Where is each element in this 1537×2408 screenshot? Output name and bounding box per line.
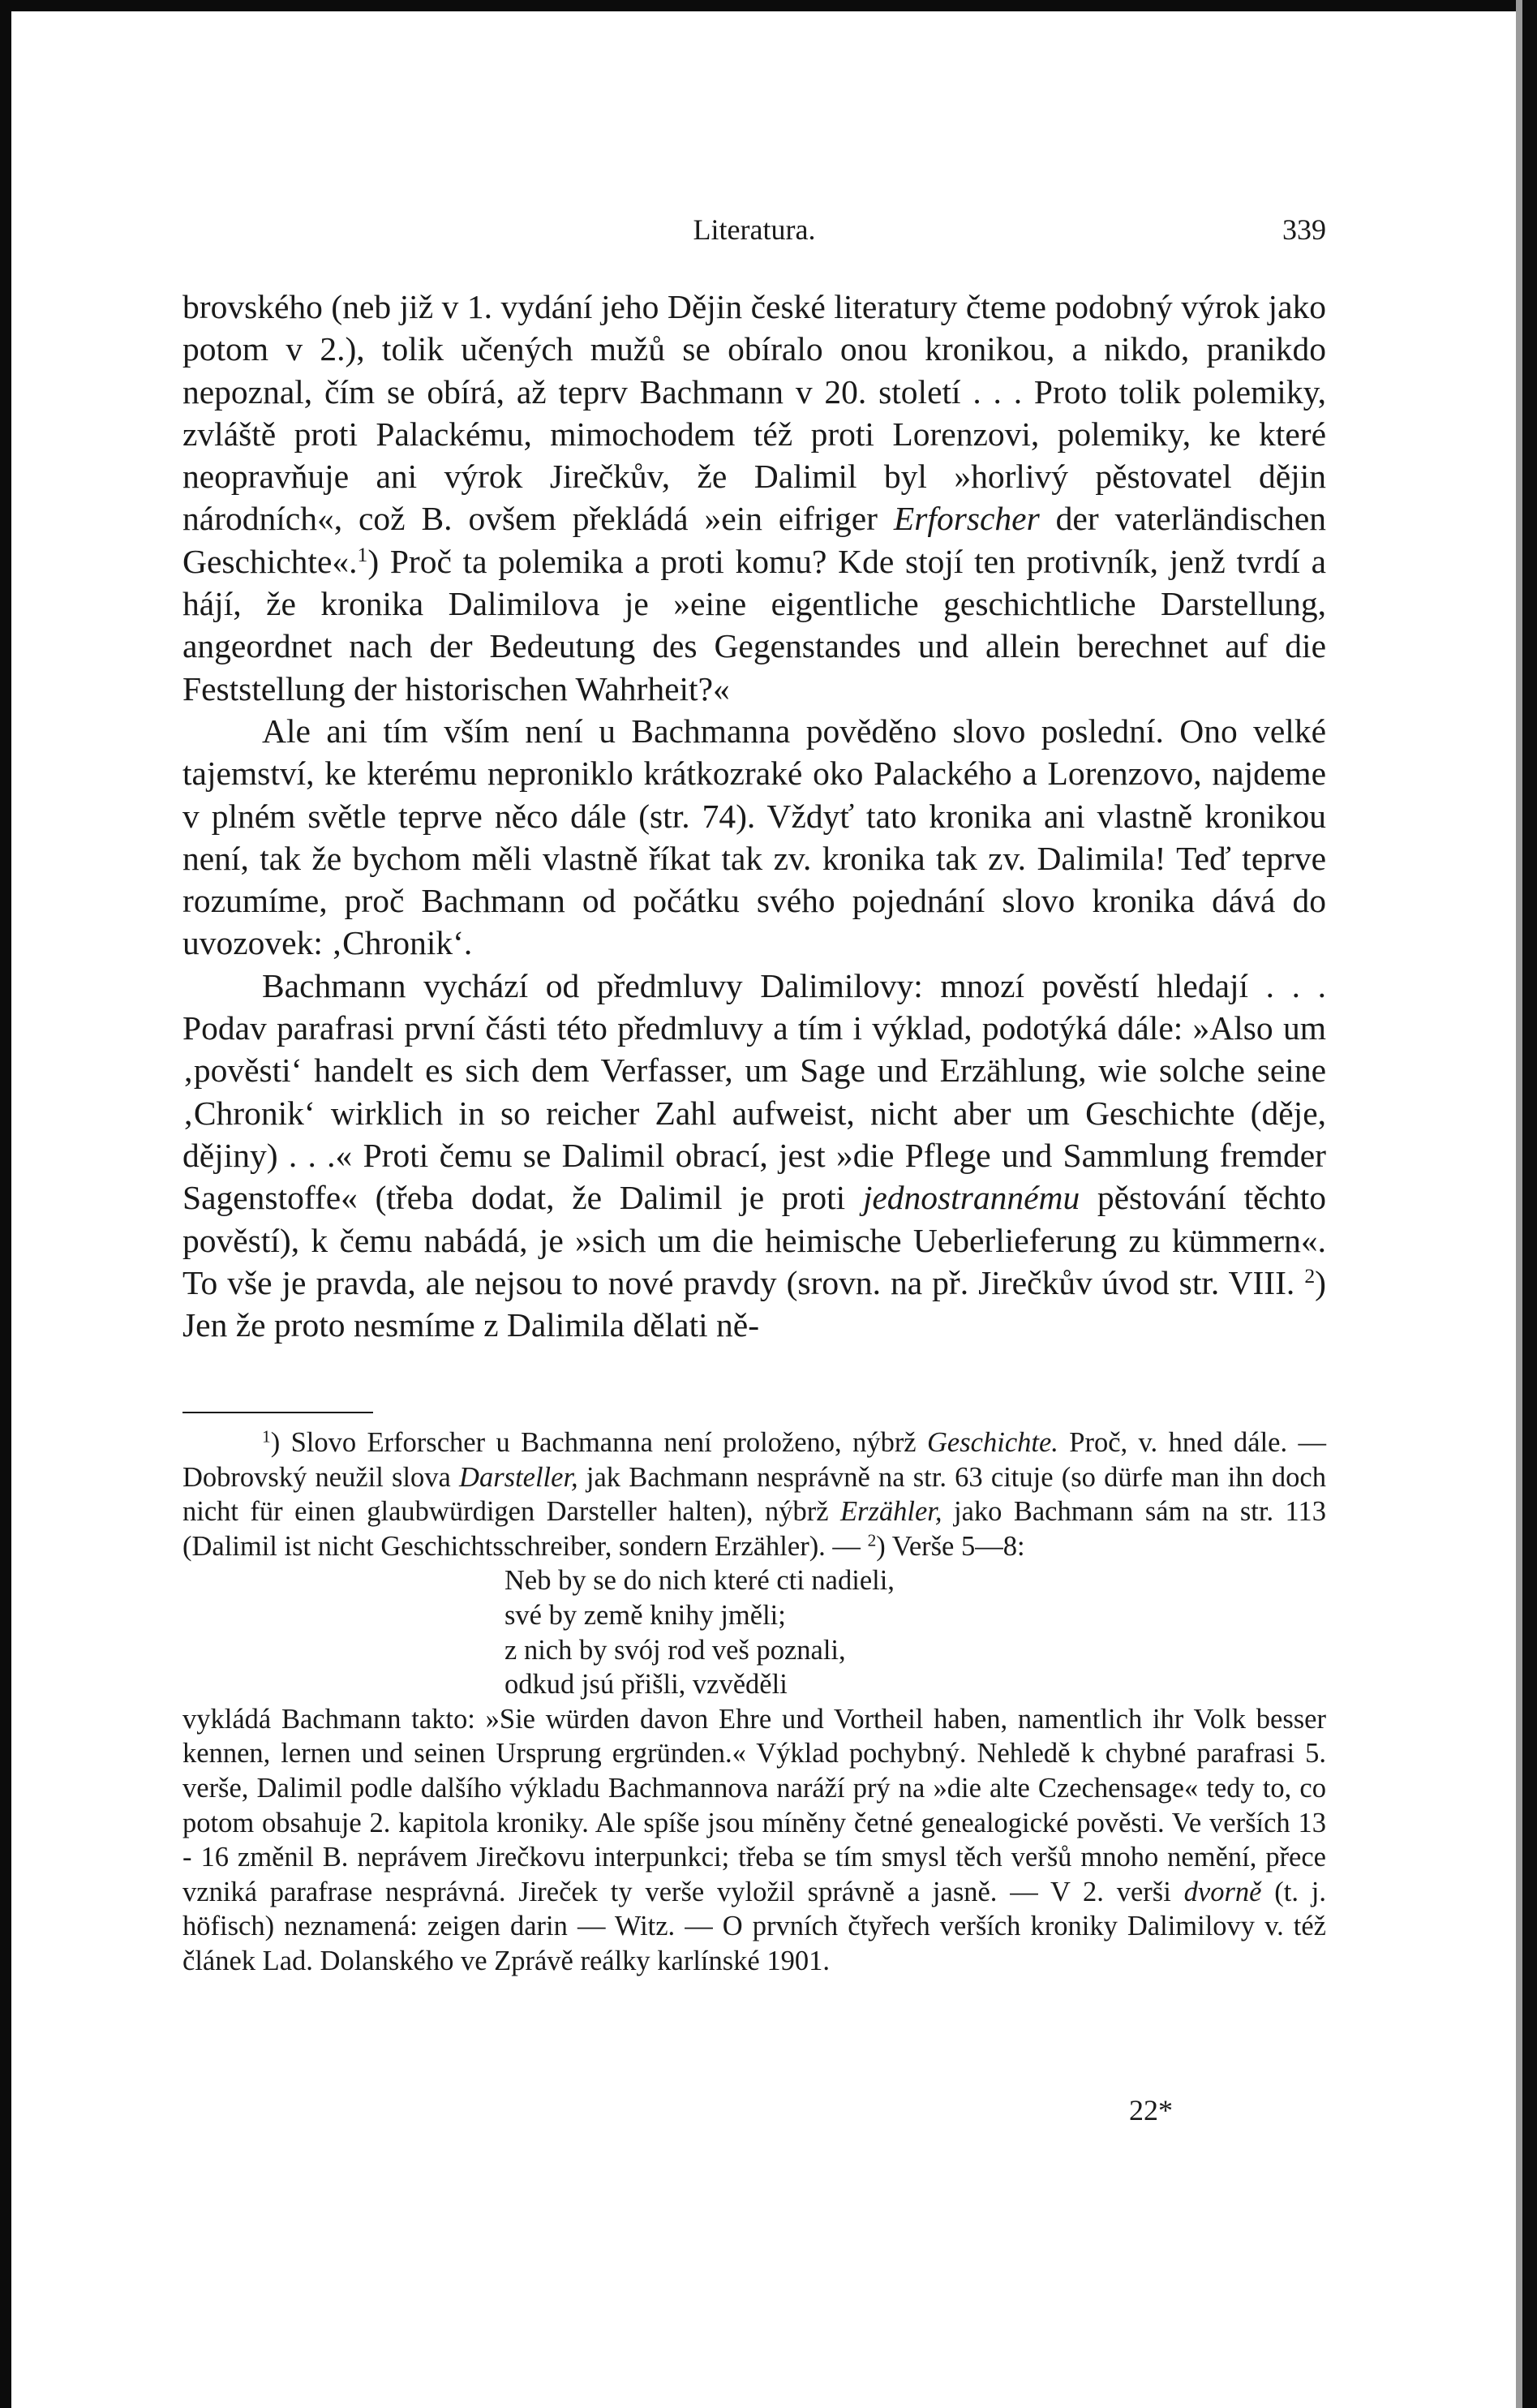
p3-text-c: ) Jen že proto nesmíme z Dalimila dělati ně- <box>182 1263 1326 1344</box>
scan-border-right-shadow <box>1516 0 1522 2408</box>
fn1-italic-1: Geschichte. <box>927 1427 1058 1458</box>
fn1-italic-2: Darsteller, <box>459 1461 578 1493</box>
signature-mark: 22* <box>1129 2094 1173 2126</box>
fn2-text-b: (t. j. höfisch) neznamená: zeigen darin — Witz. — O prvních čtyřech verších kroniky Dalimilovy v. též článek Lad. Dolanského ve Zprávě reálky karlínské 1901. <box>182 1876 1326 1976</box>
p1-text-b: der vaterländischen Geschichte«. <box>182 500 1326 580</box>
footnote-mark-1: 1 <box>262 1426 271 1447</box>
p3-italic: jednostrannému <box>862 1179 1080 1217</box>
main-text <box>182 286 1326 1346</box>
fn1-text-b: Proč, v. hned dále. — Dobrovský neužil slova <box>182 1427 1326 1493</box>
fn2-italic: dvorně <box>1183 1876 1262 1907</box>
verse-quote <box>504 1563 1326 1701</box>
scan-border-top <box>0 0 1537 11</box>
paragraph-1 <box>182 286 1326 710</box>
verse-line: své by země knihy jměli; <box>504 1599 786 1631</box>
verse-line: odkud jsú přišli, vzvěděli <box>504 1669 788 1701</box>
p1-italic: Erforscher <box>893 500 1040 538</box>
footnote-mark-2: 2 <box>867 1530 877 1550</box>
footnotes <box>182 1425 1326 1979</box>
scan-border-left <box>0 0 11 2408</box>
fn1-text-a: ) Slovo Erforscher u Bachmanna není proloženo, nýbrž <box>270 1427 928 1458</box>
running-head <box>182 213 1326 248</box>
p1-text-a: brovského (neb již v 1. vydání jeho Dějin české literatury čteme podobný výrok jako potom v 2.), tolik učených mužů se obíralo onou kronikou, a nikdo, pranikdo nepoznal, čím se obírá, až teprv Bachmann v 20. století . . . Proto tolik polemiky, zvláště proti Palackému, mimochodem též proti Lorenzovi, polemiky, ke které neopravňuje ani výrok Jirečkův, že Dalimil byl »horlivý pěstovatel dějin národních«, což B. ovšem překládá »ein eifriger <box>182 288 1326 538</box>
fn1-text-e: ) Verše 5—8: <box>876 1530 1025 1562</box>
fn1-text-d: jako Bachmann sám na str. 113 (Dalimil ist nicht Geschichtsschreiber, sondern Erzähler). — <box>182 1496 1326 1562</box>
p1-text-c: ) Proč ta polemika a proti komu? Kde stojí ten protivník, jenž tvrdí a hájí, že kronika Dalimilova je »eine eigentliche geschichtliche Darstellung, angeordnet nach der Bedeutung des Gegenstandes und allein berechnet auf die Feststellung der historischen Wahrheit?« <box>182 542 1326 707</box>
footnote-ref-2: 2 <box>1304 1263 1316 1288</box>
scan-border-right <box>1522 0 1537 2408</box>
fn1-italic-3: Erzähler, <box>839 1496 942 1528</box>
page-number: 339 <box>1282 213 1326 246</box>
verse-line: Neb by se do nich které cti nadieli, <box>504 1565 895 1597</box>
p3-text-b: pěstování těchto pověstí), k čemu nabádá, je »sich um die heimische Ueberlieferung zu kümmern«. To vše je pravda, ale nejsou to nové pravdy (srovn. na př. Jirečkův úvod str. VIII. <box>182 1179 1326 1301</box>
verse-line: z nich by svój rod veš poznali, <box>504 1634 846 1666</box>
footnote-1 <box>182 1425 1326 1563</box>
paragraph-3 <box>182 965 1326 1347</box>
fn1-text-c: jak Bachmann nesprávně na str. 63 cituje (so dürfe man ihn doch nicht für einen glaubwürdigen Darsteller halten), nýbrž <box>182 1461 1326 1528</box>
fn2-text-a: vykládá Bachmann takto: »Sie würden davon Ehre und Vortheil haben, namentlich ihr Volk besser kennen, lernen und seinen Ursprung ergründen.« Výklad pochybný. Nehledě k chybné parafrasi 5. verše, Dalimil podle dalšího výkladu Bachmannova naráží prý na »die alte Czechensage« tedy to, co potom obsahuje 2. kapitola kroniky. Ale spíše jsou míněny četné genealogické pověsti. Ve verších 13 - 16 změnil B. neprávem Jirečkovu interpunkci; třeba se tím smysl těch veršů mnoho nemění, přece vzniká parafrase nesprávná. Jireček ty verše vyložil správně a jasně. — V 2. verši <box>182 1703 1326 1907</box>
footnote-2-continued <box>182 1702 1326 1979</box>
running-title: Literatura. <box>693 213 816 246</box>
paragraph-2: Ale ani tím vším není u Bachmanna pověděno slovo poslední. Ono velké tajemství, ke kterému neproniklo krátkozraké oko Palackého a Lorenzovo, najdeme v plném světle teprve něco dále (str. 74). Vždyť tato kronika ani vlastně kronikou není, tak že bychom měli vlastně říkat tak zv. kronika tak zv. Dalimila! Teď teprve rozumíme, proč Bachmann od počátku svého pojednání slovo kronika dává do uvozovek: ‚Chronik‘. <box>182 712 1326 962</box>
p3-text-a: Bachmann vychází od předmluvy Dalimilovy: mnozí pověstí hledají . . . Podav parafrasi první části této předmluvy a tím i výklad, podotýká dále: »Also um ‚pověsti‘ handelt es sich dem Verfasser, um Sage und Erzählung, wie solche seine ‚Chronik‘ wirklich in so reicher Zahl aufweist, nicht aber um Geschichte (děje, dějiny) . . .« Proti čemu se Dalimil obrací, jest »die Pflege und Sammlung fremder Sagenstoffe« (třeba dodat, že Dalimil je proti <box>182 966 1326 1217</box>
footnote-rule <box>182 1412 373 1413</box>
footnote-ref-1: 1 <box>357 542 368 566</box>
